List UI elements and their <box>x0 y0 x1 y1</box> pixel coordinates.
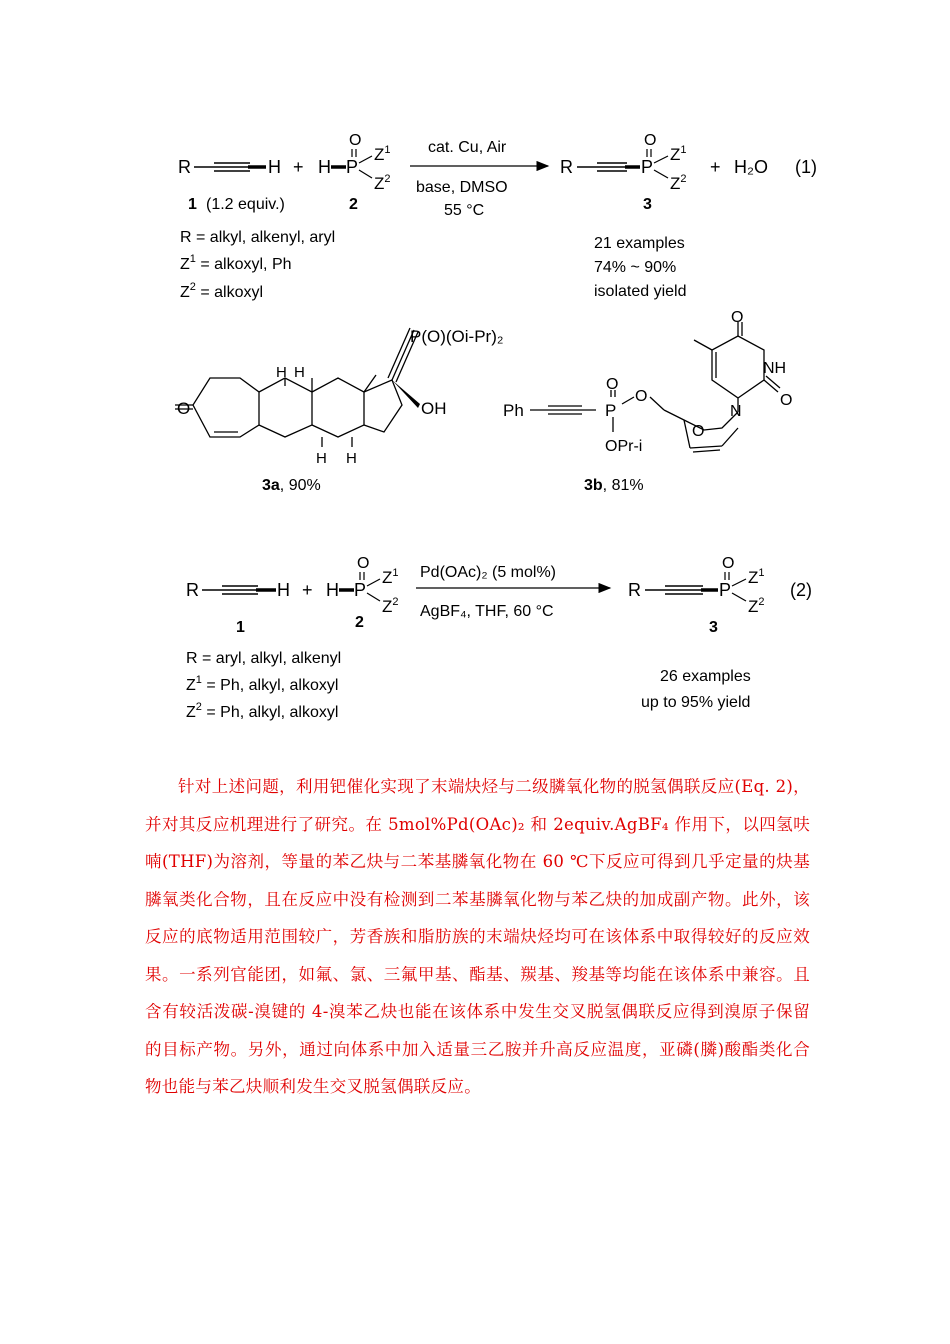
eq1-scope-r: R = alkyl, alkenyl, aryl <box>180 229 336 246</box>
eq1-product-p: P <box>641 157 654 177</box>
ex3b-o-ether: O <box>635 388 648 405</box>
eq2-product-label: 3 <box>709 619 718 636</box>
eq1-number: (1) <box>795 157 817 177</box>
ex3a-h-1: H <box>276 364 287 381</box>
eq1-scope-z2: $Z^2$ = alkoxyl <box>180 281 264 301</box>
eq2-result-0: 26 examples <box>660 668 751 685</box>
eq2-ph-h: H <box>326 580 339 600</box>
ex3a-h-4: H <box>346 450 357 467</box>
example-3a-structure <box>175 328 418 447</box>
equation-2 <box>186 555 812 721</box>
eq1-label-1: 1 <box>188 196 197 213</box>
ex3a-oh: OH <box>421 399 447 418</box>
example-3b-structure <box>530 322 780 452</box>
ex3b-o-carbonyl-1: O <box>731 309 744 326</box>
ex3a-h-3: H <box>316 450 327 467</box>
ex3b-opr: OPr-i <box>605 438 643 455</box>
eq2-scope-z1: $Z^1 = Ph$, alkyl, alkoxyl <box>186 674 339 694</box>
eq1-product-label: 3 <box>643 196 652 213</box>
eq2-product-z2: $Z^2$ <box>748 596 765 616</box>
ex3b-label: 3b, 81% <box>584 477 644 494</box>
eq2-o: O <box>357 555 370 572</box>
ex3a-o: O <box>177 399 191 418</box>
eq2-product-z1: $Z^1$ <box>748 567 765 587</box>
ex3b-p: P <box>605 401 617 420</box>
eq2-product-r: R <box>628 580 641 600</box>
eq1-product-z1: $Z^1$ <box>670 144 687 164</box>
eq1-equiv: (1.2 equiv.) <box>206 196 285 213</box>
eq1-o: O <box>349 132 362 149</box>
eq2-result-1: up to 95% yield <box>641 694 751 711</box>
eq1-p: P <box>346 157 359 177</box>
eq2-r: R <box>186 580 199 600</box>
eq2-product-p: P <box>719 580 732 600</box>
eq1-plus: + <box>293 157 304 177</box>
eq1-product-r: R <box>560 157 573 177</box>
ex3a-oh-wedge <box>392 380 420 408</box>
eq2-scope-r: R = aryl, alkyl, alkenyl <box>186 650 342 667</box>
ex3a-substituent: P(O)(Oi-Pr)₂ <box>410 327 504 346</box>
eq1-result-0: 21 examples <box>594 235 685 252</box>
eq1-cond-top: cat. Cu, Air <box>428 139 507 156</box>
ex3a-h-2: H <box>294 364 305 381</box>
ex3b-o-top: O <box>606 376 619 393</box>
eq1-z1: $Z^1$ <box>374 144 391 164</box>
equation-1 <box>178 132 817 301</box>
eq1-cond-bottom: base, DMSO <box>416 179 508 196</box>
ex3b-n: N <box>730 403 742 420</box>
eq1-label-2: 2 <box>349 196 358 213</box>
eq1-terminal-h: H <box>268 157 281 177</box>
eq1-result-2: isolated yield <box>594 283 687 300</box>
eq1-ph-h: H <box>318 157 331 177</box>
eq1-cond-temp: 55 °C <box>444 202 485 219</box>
paragraph-text: 针对上述问题，利用钯催化实现了末端炔烃与二级膦氧化物的脱氢偶联反应(Eq. 2)，并对其反应机理进行了研究。在 5mol%Pd(OAc)₂ 和 2equiv.AgBF₄ 作用下，以四氢呋喃(THF)为溶剂，等量的苯乙炔与二苯基膦氧化物在 60 ℃下反应可得到几乎定量的炔基膦氧类化合物，且在反应中没有检测到二苯基膦氧化物与苯乙炔的加成副产物。此外，该反应的底物适用范围较广，芳香族和脂肪族的末端炔烃均可在该体系中取得较好的反应效果。一系列官能团，如氟、氯、三氟甲基、酯基、羰基、羧基等均能在该体系中兼容。且含有较活泼碳-溴键的 4-溴苯乙炔也能在该体系中发生交叉脱氢偶联反应得到溴原子保留的目标产物。另外，通过向体系中加入适量三乙胺并升高反应温度，亚磷(膦)酸酯类化合物也能与苯乙炔顺利发生交叉脱氢偶联反应。 <box>145 777 810 1096</box>
ex3b-nh: NH <box>763 360 787 377</box>
eq1-r: R <box>178 157 191 177</box>
eq2-number: (2) <box>790 580 812 600</box>
eq2-product-o: O <box>722 555 735 572</box>
eq2-terminal-h: H <box>277 580 290 600</box>
ex3b-ph: Ph <box>503 401 524 420</box>
eq1-result-1: 74% ~ 90% <box>594 259 677 276</box>
eq1-product-z2: $Z^2$ <box>670 173 687 193</box>
eq2-label-1: 1 <box>236 619 245 636</box>
ex3b-o-ring: O <box>692 423 705 440</box>
eq1-product-o: O <box>644 132 657 149</box>
eq2-label-2: 2 <box>355 614 364 631</box>
eq2-plus: + <box>302 580 313 600</box>
eq2-scope-z2: $Z^2 = Ph$, alkyl, alkoxyl <box>186 701 339 721</box>
body-paragraph <box>145 768 810 1106</box>
ex3a-label: 3a, 90% <box>262 477 321 494</box>
eq2-z2: $Z^2$ <box>382 596 399 616</box>
eq2-z1: $Z^1$ <box>382 567 399 587</box>
eq1-scope-z1: $Z^1$ = alkoxyl, Ph <box>180 253 292 273</box>
eq1-plus-water: + <box>710 157 721 177</box>
eq2-cond-bottom: AgBF₄, THF, 60 °C <box>420 603 554 620</box>
eq2-p: P <box>354 580 367 600</box>
ex3b-o-carbonyl-2: O <box>780 392 793 409</box>
eq2-cond-top: Pd(OAc)₂ (5 mol%) <box>420 564 557 581</box>
eq1-water: H₂O <box>734 157 768 177</box>
eq1-z2: $Z^2$ <box>374 173 391 193</box>
